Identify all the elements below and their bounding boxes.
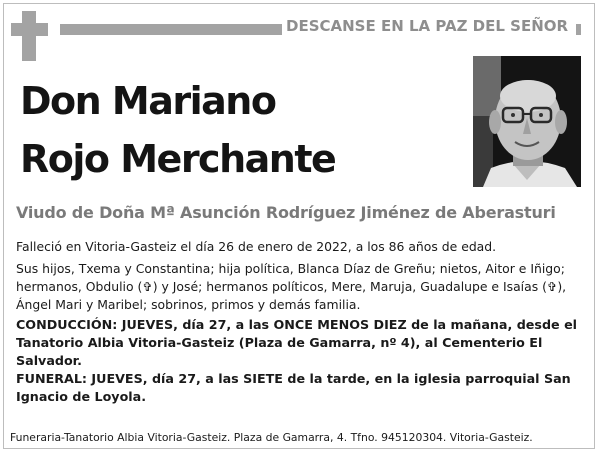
portrait-photo [473,56,581,187]
family-list: Sus hijos, Txema y Constantina; hija política, Blanca Díaz de Greñu; nietos, Aitor e Iñigo; hermanos, Obdulio (✞) y José; hermanos políticos, Mere, Maruja, Guadalupe e Isaías (✞), Ángel Mari y Maribel; sobrinos, primos y demás familia. [16,261,567,312]
funeral-home-footer: Funeraria-Tanatorio Albia Vitoria-Gasteiz. Plaza de Gamarra, 4. Tfno. 945120304. Vitoria-Gasteiz. [10,431,533,444]
widower-line: Viudo de Doña Mª Asunción Rodríguez Jiménez de Aberasturi [16,203,556,222]
notice-body [16,238,584,406]
header-rule-right [576,24,581,35]
funeral-info: FUNERAL: JUEVES, día 27, a las SIETE de la tarde, en la iglesia parroquial San Ignacio de Loyola. [16,371,571,404]
name-line-1: Don Mariano [20,79,276,123]
death-statement: Falleció en Vitoria-Gasteiz el día 26 de enero de 2022, a los 86 años de edad. [16,239,497,254]
name-line-2: Rojo Merchante [20,137,336,181]
header-text: DESCANSE EN LA PAZ DEL SEÑOR [286,17,569,35]
procession-info: CONDUCCIÓN: JUEVES, día 27, a las ONCE MENOS DIEZ de la mañana, desde el Tanatorio Albia Vitoria-Gasteiz (Plaza de Gamarra, nº 4), al Cementerio El Salvador. [16,317,578,368]
header-rule-left [60,24,282,35]
